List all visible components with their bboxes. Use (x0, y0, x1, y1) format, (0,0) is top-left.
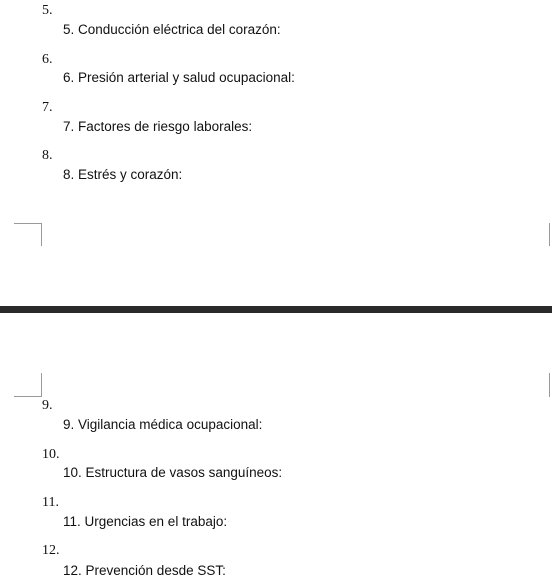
crop-mark-top-right (549, 373, 550, 397)
list-item: 5. Conducción eléctrica del corazón: (63, 22, 281, 37)
list-item: 11. Urgencias en el trabajo: (63, 514, 228, 529)
crop-mark-bottom-right (549, 223, 550, 246)
crop-mark-top-left (41, 373, 42, 397)
list-item: 10. Estructura de vasos sanguíneos: (63, 465, 283, 480)
list-item: 12. Prevención desde SST: (63, 563, 226, 578)
list-number: 12. (42, 543, 60, 558)
list-number: 10. (42, 447, 60, 462)
list-number: 6. (42, 52, 53, 67)
list-number: 7. (42, 100, 53, 115)
crop-mark-bottom-left (41, 223, 42, 246)
list-item: 7. Factores de riesgo laborales: (63, 119, 253, 134)
list-number: 8. (42, 148, 53, 163)
list-number: 9. (42, 398, 53, 413)
list-number: 11. (42, 495, 59, 510)
list-item: 6. Presión arterial y salud ocupacional: (63, 70, 295, 85)
crop-mark-top-left (14, 396, 42, 397)
list-item: 8. Estrés y corazón: (63, 167, 183, 182)
crop-mark-bottom-left (14, 223, 42, 224)
list-number: 5. (42, 3, 53, 18)
list-item: 9. Vigilancia médica ocupacional: (63, 417, 263, 432)
page-separator (0, 306, 552, 313)
